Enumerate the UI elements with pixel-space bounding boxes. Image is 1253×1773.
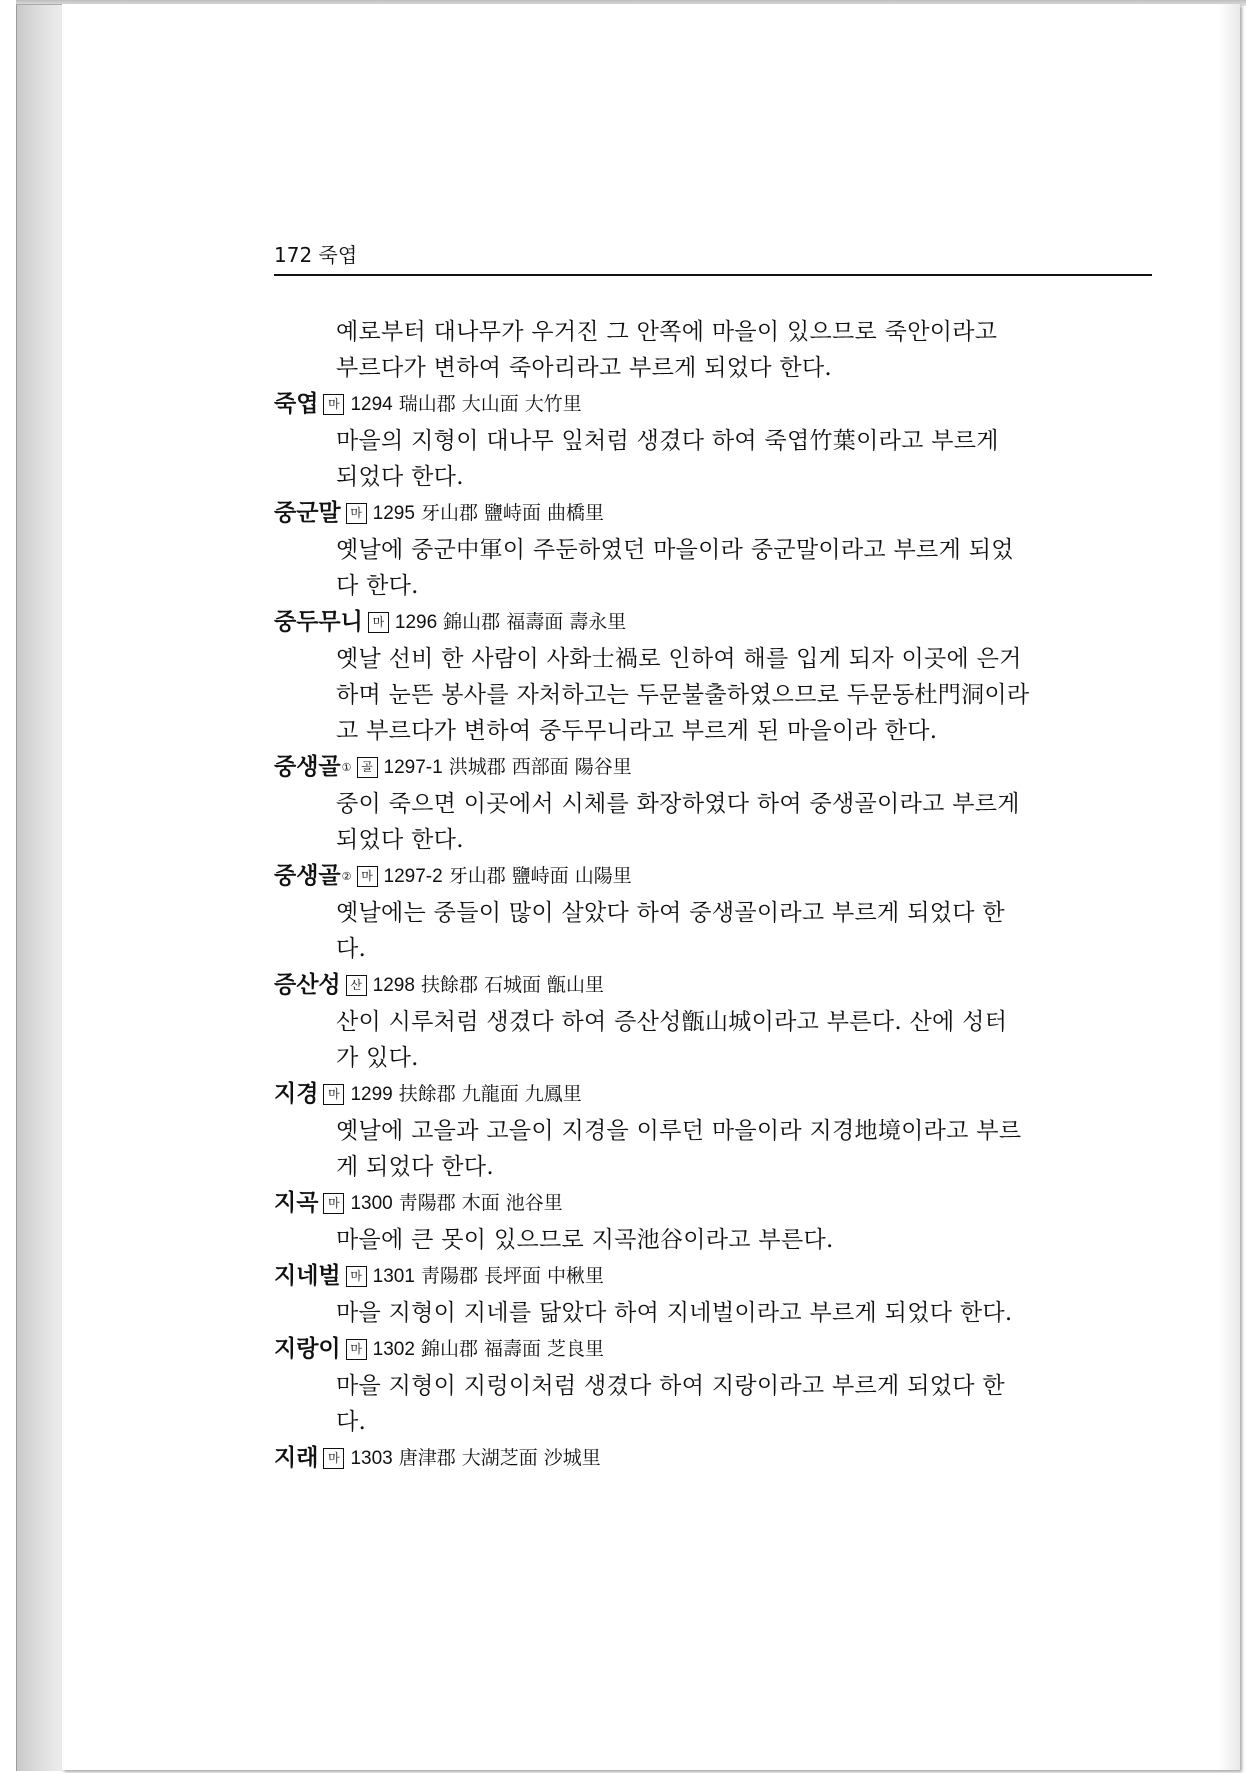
page-number: 172 xyxy=(274,243,313,267)
entry-number: 1295 xyxy=(372,503,415,524)
page-right-edge xyxy=(1218,4,1240,1770)
category-box-icon: 골 xyxy=(357,757,378,778)
entry-number: 1301 xyxy=(372,1266,415,1287)
category-box-icon: 마 xyxy=(323,394,344,415)
body-line: 옛날에 중군中軍이 주둔하였던 마을이라 중군말이라고 부르게 되었 xyxy=(336,537,1014,563)
body-line: 되었다 한다. xyxy=(336,464,464,490)
dictionary-entry xyxy=(274,1076,1152,1185)
body-line: 중이 죽으면 이곳에서 시체를 화장하였다 하여 중생골이라고 부르게 xyxy=(336,791,1020,817)
body-line: 되었다 한다. xyxy=(336,827,464,853)
category-box-icon: 마 xyxy=(323,1193,344,1214)
body-line: 게 되었다 한다. xyxy=(336,1154,494,1180)
entry-location: 錦山郡 福壽面 芝良里 xyxy=(420,1338,605,1360)
entry-number: 1298 xyxy=(372,975,415,996)
dictionary-entry xyxy=(274,967,1152,1076)
entry-headline xyxy=(274,858,1152,895)
entry-location: 靑陽郡 長坪面 中楸里 xyxy=(420,1265,605,1287)
body-line: 마을의 지형이 대나무 잎처럼 생겼다 하여 죽엽竹葉이라고 부르게 xyxy=(336,428,999,454)
header-text xyxy=(274,239,357,268)
entry-number: 1300 xyxy=(350,1193,393,1214)
entry-headline xyxy=(274,1258,1152,1295)
entry-headline xyxy=(274,749,1152,786)
body-line: 마을 지형이 지렁이처럼 생겼다 하여 지랑이라고 부르게 되었다 한 xyxy=(336,1373,1005,1399)
entry-name: 지곡 xyxy=(274,1190,319,1216)
entry-superscript: ② xyxy=(341,870,352,883)
category-box-icon: 마 xyxy=(368,612,389,633)
dictionary-entry xyxy=(274,495,1152,604)
intro-paragraph xyxy=(274,314,1152,386)
entry-location: 扶餘郡 九龍面 九鳳里 xyxy=(398,1083,582,1105)
entry-name: 증산성 xyxy=(274,972,341,998)
dictionary-entry xyxy=(274,1331,1152,1440)
entry-number: 1297-1 xyxy=(383,757,443,778)
entry-headline xyxy=(274,1331,1152,1368)
body-line: 마을 지형이 지네를 닮았다 하여 지네벌이라고 부르게 되었다 한다. xyxy=(336,1300,1013,1326)
body-line: 가 있다. xyxy=(336,1045,419,1071)
entry-location: 唐津郡 大湖芝面 沙城里 xyxy=(398,1447,601,1469)
dictionary-entry xyxy=(274,1440,1152,1477)
category-box-icon: 산 xyxy=(346,975,367,996)
category-box-icon: 마 xyxy=(323,1084,344,1105)
dictionary-entry xyxy=(274,604,1152,749)
entry-name: 중군말 xyxy=(274,500,341,526)
category-box-icon: 마 xyxy=(346,1339,367,1360)
entry-name: 지경 xyxy=(274,1081,319,1107)
dictionary-entry xyxy=(274,1185,1152,1258)
entry-superscript: ① xyxy=(341,761,352,774)
body-line: 산이 시루처럼 생겼다 하여 증산성甑山城이라고 부른다. 산에 성터 xyxy=(336,1009,1008,1035)
dictionary-entry xyxy=(274,386,1152,495)
category-box-icon: 마 xyxy=(323,1448,344,1469)
entry-location: 洪城郡 西部面 陽谷里 xyxy=(448,756,632,778)
body-line: 옛날 선비 한 사람이 사화士禍로 인하여 해를 입게 되자 이곳에 은거 xyxy=(336,646,1022,672)
entry-number: 1294 xyxy=(350,394,393,415)
dictionary-entry xyxy=(274,1258,1152,1331)
body-line: 옛날에 고을과 고을이 지경을 이루던 마을이라 지경地境이라고 부르 xyxy=(336,1118,1022,1144)
entry-location: 瑞山郡 大山面 大竹里 xyxy=(398,393,582,415)
body-line: 부르다가 변하여 죽아리라고 부르게 되었다 한다. xyxy=(336,355,833,381)
entry-headline xyxy=(274,495,1152,532)
book-spine-edge xyxy=(16,4,63,1771)
body-line: 고 부르다가 변하여 중두무니라고 부르게 된 마을이라 한다. xyxy=(336,718,938,744)
entry-name: 지래 xyxy=(274,1445,319,1471)
category-box-icon: 마 xyxy=(346,1266,367,1287)
body-line: 예로부터 대나무가 우거진 그 안쪽에 마을이 있으므로 죽안이라고 xyxy=(336,319,998,345)
dictionary-entry xyxy=(274,858,1152,967)
running-header xyxy=(274,232,1152,276)
category-box-icon: 마 xyxy=(346,503,367,524)
entry-list xyxy=(274,386,1152,1477)
entry-name: 지네벌 xyxy=(274,1263,341,1289)
entry-number: 1302 xyxy=(372,1339,415,1360)
entry-location: 牙山郡 鹽峙面 山陽里 xyxy=(448,865,632,887)
entry-name: 중생골 xyxy=(274,754,341,780)
body-line: 하며 눈뜬 봉사를 자처하고는 두문불출하였으므로 두문동杜門洞이라 xyxy=(336,682,1030,708)
body-line: 다. xyxy=(336,1409,367,1435)
entry-location: 扶餘郡 石城面 甑山里 xyxy=(420,974,605,996)
entry-headline xyxy=(274,967,1152,1004)
entry-location: 牙山郡 鹽峙面 曲橋里 xyxy=(420,502,605,524)
entry-number: 1297-2 xyxy=(383,866,443,887)
category-box-icon: 마 xyxy=(357,866,378,887)
body-line: 옛날에는 중들이 많이 살았다 하여 중생골이라고 부르게 되었다 한 xyxy=(336,900,1005,926)
entry-headline xyxy=(274,386,1152,423)
book-page xyxy=(62,4,1240,1770)
dictionary-entry xyxy=(274,749,1152,858)
header-section: 죽엽 xyxy=(318,243,358,267)
entry-location: 錦山郡 福壽面 壽永里 xyxy=(443,611,627,633)
entry-name: 죽엽 xyxy=(274,391,319,417)
body-line: 마을에 큰 못이 있으므로 지곡池谷이라고 부른다. xyxy=(336,1227,834,1253)
entry-name: 지랑이 xyxy=(274,1336,341,1362)
entry-location: 靑陽郡 木面 池谷里 xyxy=(398,1192,563,1214)
entry-headline xyxy=(274,1076,1152,1113)
entry-number: 1296 xyxy=(394,612,438,633)
body-line: 다 한다. xyxy=(336,573,419,599)
entry-number: 1303 xyxy=(350,1448,393,1469)
page-content xyxy=(274,314,1152,1477)
body-line: 다. xyxy=(336,936,367,962)
entry-name: 중생골 xyxy=(274,863,341,889)
entry-headline xyxy=(274,604,1152,641)
entry-name: 중두무니 xyxy=(274,609,363,635)
entry-headline xyxy=(274,1440,1152,1477)
entry-number: 1299 xyxy=(350,1084,393,1105)
entry-headline xyxy=(274,1185,1152,1222)
